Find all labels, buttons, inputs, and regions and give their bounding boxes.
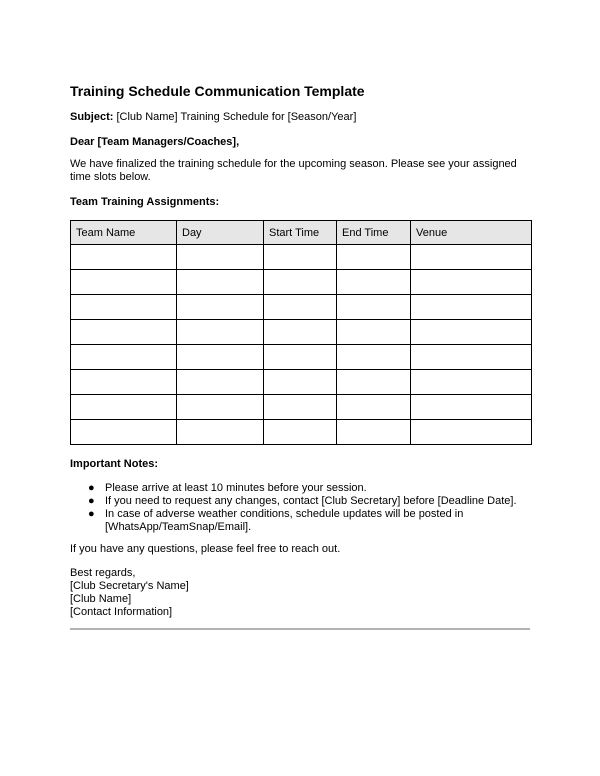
table-row (71, 395, 532, 420)
footer-divider (70, 628, 530, 630)
table-cell (411, 320, 532, 345)
subject-label: Subject: (70, 111, 114, 123)
table-cell (337, 395, 411, 420)
table-cell (71, 370, 177, 395)
table-cell (71, 420, 177, 445)
table-cell (264, 245, 337, 270)
subject-text: [Club Name] Training Schedule for [Season/Year] (116, 111, 357, 123)
table-cell (177, 270, 264, 295)
table-cell (411, 420, 532, 445)
table-cell (337, 320, 411, 345)
header-team-name: Team Name (71, 221, 177, 245)
assignments-heading: Team Training Assignments: (70, 196, 220, 208)
table-cell (177, 345, 264, 370)
table-cell (411, 370, 532, 395)
signoff-contact: [Contact Information] (70, 606, 173, 618)
intro-paragraph: We have finalized the training schedule for the upcoming season. Please see your assigned time slots below. (70, 158, 517, 183)
table-cell (264, 395, 337, 420)
table-cell (337, 270, 411, 295)
table-cell (71, 270, 177, 295)
table-cell (177, 245, 264, 270)
note-text: If you need to request any changes, contact [Club Secretary] before [Deadline Date]. (105, 495, 517, 507)
table-cell (177, 395, 264, 420)
table-cell (177, 420, 264, 445)
table-cell (71, 345, 177, 370)
table-cell (264, 370, 337, 395)
subject-line (70, 111, 356, 123)
table-row (71, 345, 532, 370)
list-item: ● Please arrive at least 10 minutes before your session. (88, 482, 367, 494)
salutation: Dear [Team Managers/Coaches], (70, 136, 240, 148)
signoff-club: [Club Name] (70, 593, 132, 605)
table-cell (264, 420, 337, 445)
document-title: Training Schedule Communication Template (70, 83, 365, 99)
table-cell (71, 245, 177, 270)
header-start-time: Start Time (264, 221, 337, 245)
table-cell (337, 345, 411, 370)
table-row (71, 245, 532, 270)
table-cell (264, 345, 337, 370)
table-row (71, 420, 532, 445)
table-cell (264, 270, 337, 295)
table-cell (71, 295, 177, 320)
note-text: Please arrive at least 10 minutes before your session. (105, 482, 367, 494)
signoff-block (70, 567, 189, 619)
note-text: In case of adverse weather conditions, schedule updates will be posted in [WhatsApp/TeamSnap/Email]. (105, 508, 464, 533)
table-cell (71, 395, 177, 420)
table-cell (337, 420, 411, 445)
closing-line: If you have any questions, please feel free to reach out. (70, 543, 341, 555)
table-cell (177, 295, 264, 320)
header-day: Day (177, 221, 264, 245)
table-row (71, 320, 532, 345)
table-header-row (71, 221, 532, 245)
table-cell (411, 270, 532, 295)
table-cell (337, 370, 411, 395)
table-cell (177, 370, 264, 395)
table-cell (177, 320, 264, 345)
table-cell (411, 245, 532, 270)
table-row (71, 270, 532, 295)
table-cell (411, 395, 532, 420)
table-cell (71, 320, 177, 345)
table-cell (411, 345, 532, 370)
training-schedule-table (70, 220, 532, 445)
table-cell (337, 245, 411, 270)
header-venue: Venue (411, 221, 532, 245)
list-item: ● In case of adverse weather conditions, schedule updates will be posted in [WhatsApp/TeamSnap/Email]. (88, 508, 464, 533)
table-row (71, 295, 532, 320)
notes-heading: Important Notes: (70, 458, 158, 470)
header-end-time: End Time (337, 221, 411, 245)
table-cell (264, 295, 337, 320)
notes-list (70, 482, 520, 534)
table-cell (264, 320, 337, 345)
table-cell (411, 295, 532, 320)
signoff-name: [Club Secretary's Name] (70, 580, 189, 592)
signoff-greeting: Best regards, (70, 567, 136, 579)
table-cell (337, 295, 411, 320)
table-row (71, 370, 532, 395)
list-item: ● If you need to request any changes, contact [Club Secretary] before [Deadline Date]. (88, 495, 517, 507)
